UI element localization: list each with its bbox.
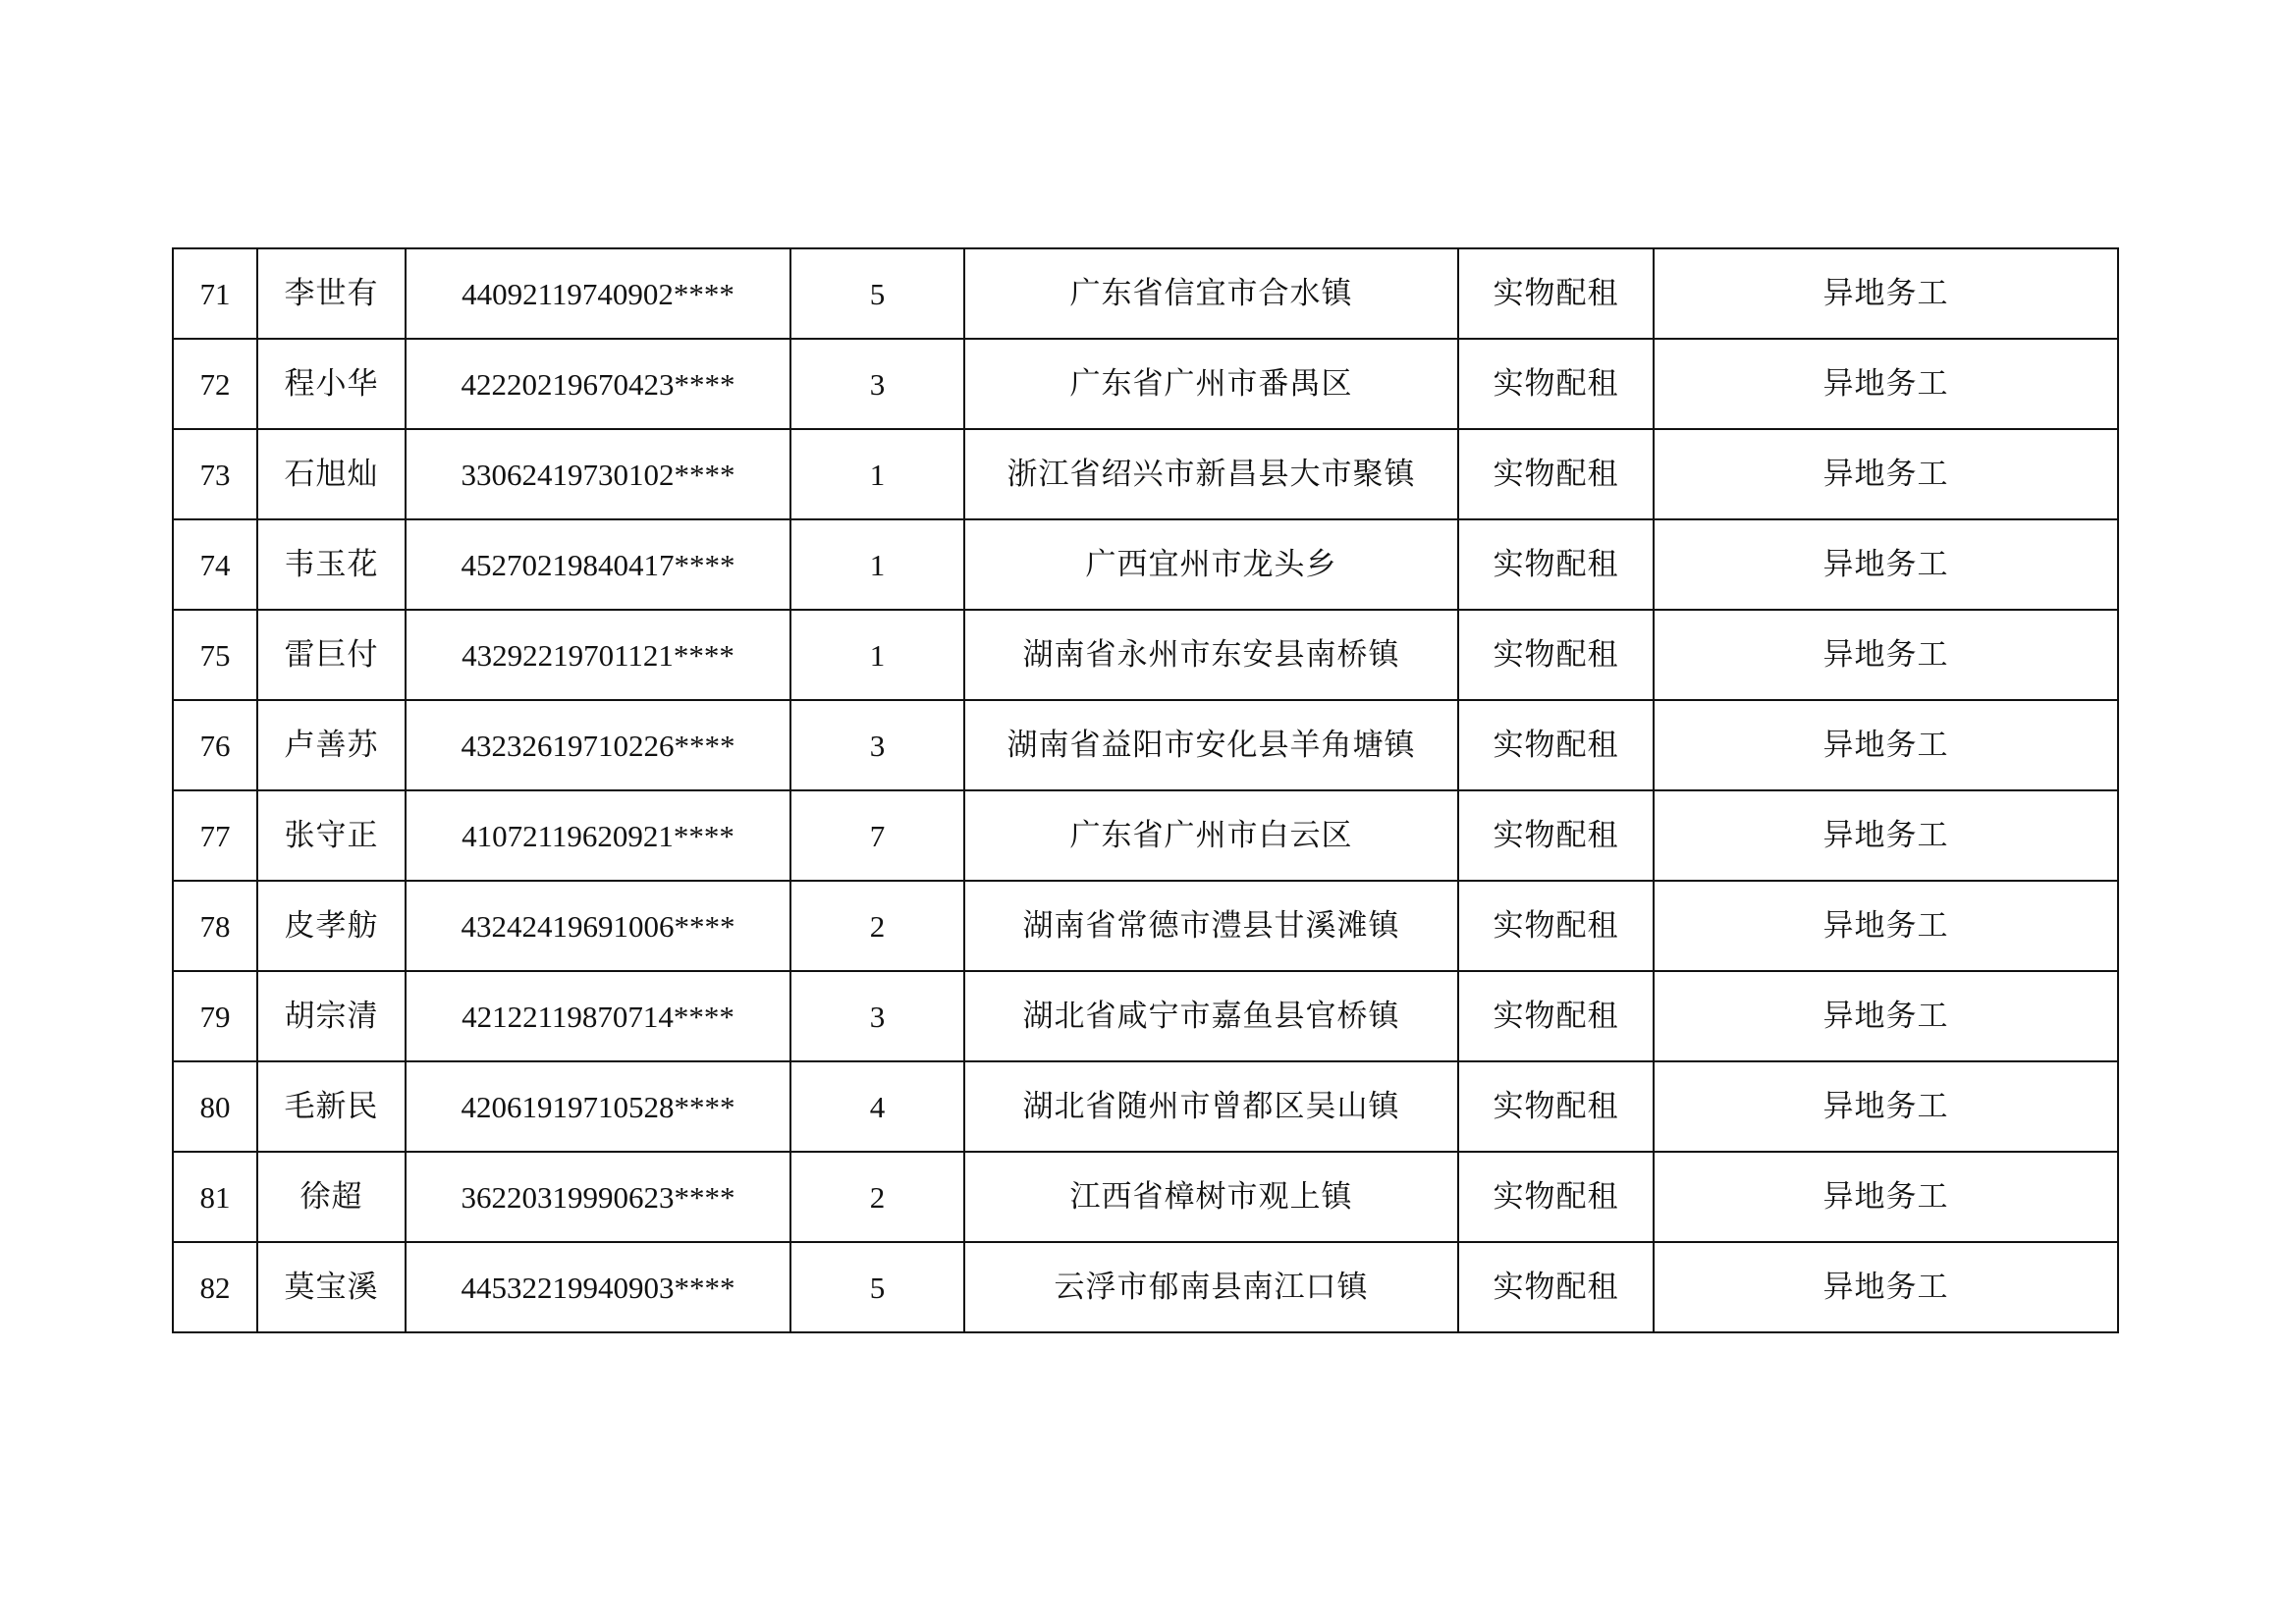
row-index: 77 — [173, 790, 257, 881]
table-row — [173, 1242, 2118, 1332]
allocation-method: 实物配租 — [1458, 881, 1654, 971]
registered-address: 湖南省永州市东安县南桥镇 — [964, 610, 1458, 700]
table-row — [173, 881, 2118, 971]
registered-address: 广东省广州市番禺区 — [964, 339, 1458, 429]
household-count: 3 — [790, 971, 964, 1061]
application-reason: 异地务工 — [1654, 971, 2118, 1061]
row-index: 80 — [173, 1061, 257, 1152]
row-index: 72 — [173, 339, 257, 429]
row-index: 82 — [173, 1242, 257, 1332]
household-count: 1 — [790, 519, 964, 610]
household-count: 2 — [790, 1152, 964, 1242]
id-number: 43292219701121**** — [406, 610, 790, 700]
applicant-name: 卢善苏 — [257, 700, 406, 790]
application-reason: 异地务工 — [1654, 610, 2118, 700]
allocation-method: 实物配租 — [1458, 429, 1654, 519]
id-number: 42061919710528**** — [406, 1061, 790, 1152]
allocation-method: 实物配租 — [1458, 1152, 1654, 1242]
id-number: 43242419691006**** — [406, 881, 790, 971]
applicant-name: 胡宗清 — [257, 971, 406, 1061]
row-index: 71 — [173, 248, 257, 339]
table-row — [173, 610, 2118, 700]
table-row — [173, 519, 2118, 610]
row-index: 78 — [173, 881, 257, 971]
registered-address: 浙江省绍兴市新昌县大市聚镇 — [964, 429, 1458, 519]
household-count: 5 — [790, 1242, 964, 1332]
id-number: 45270219840417**** — [406, 519, 790, 610]
allocation-method: 实物配租 — [1458, 610, 1654, 700]
allocation-method: 实物配租 — [1458, 971, 1654, 1061]
applicant-name: 韦玉花 — [257, 519, 406, 610]
application-reason: 异地务工 — [1654, 339, 2118, 429]
registered-address: 广东省信宜市合水镇 — [964, 248, 1458, 339]
registered-address: 湖北省咸宁市嘉鱼县官桥镇 — [964, 971, 1458, 1061]
household-count: 3 — [790, 700, 964, 790]
table-row — [173, 339, 2118, 429]
applicant-table — [172, 247, 2119, 1333]
row-index: 73 — [173, 429, 257, 519]
applicant-name: 毛新民 — [257, 1061, 406, 1152]
table-row — [173, 790, 2118, 881]
allocation-method: 实物配租 — [1458, 519, 1654, 610]
row-index: 74 — [173, 519, 257, 610]
household-count: 7 — [790, 790, 964, 881]
application-reason: 异地务工 — [1654, 429, 2118, 519]
table-row — [173, 971, 2118, 1061]
application-reason: 异地务工 — [1654, 1242, 2118, 1332]
application-reason: 异地务工 — [1654, 1061, 2118, 1152]
applicant-name: 皮孝舫 — [257, 881, 406, 971]
registered-address: 湖南省常德市澧县甘溪滩镇 — [964, 881, 1458, 971]
applicant-name: 雷巨付 — [257, 610, 406, 700]
allocation-method: 实物配租 — [1458, 1242, 1654, 1332]
registered-address: 湖北省随州市曾都区吴山镇 — [964, 1061, 1458, 1152]
row-index: 75 — [173, 610, 257, 700]
allocation-method: 实物配租 — [1458, 700, 1654, 790]
row-index: 81 — [173, 1152, 257, 1242]
applicant-name: 张守正 — [257, 790, 406, 881]
household-count: 1 — [790, 610, 964, 700]
id-number: 36220319990623**** — [406, 1152, 790, 1242]
household-count: 1 — [790, 429, 964, 519]
household-count: 2 — [790, 881, 964, 971]
id-number: 44532219940903**** — [406, 1242, 790, 1332]
household-count: 4 — [790, 1061, 964, 1152]
application-reason: 异地务工 — [1654, 1152, 2118, 1242]
id-number: 42122119870714**** — [406, 971, 790, 1061]
registered-address: 江西省樟树市观上镇 — [964, 1152, 1458, 1242]
applicant-name: 李世有 — [257, 248, 406, 339]
applicant-name: 莫宝溪 — [257, 1242, 406, 1332]
household-count: 5 — [790, 248, 964, 339]
id-number: 43232619710226**** — [406, 700, 790, 790]
household-count: 3 — [790, 339, 964, 429]
table-row — [173, 248, 2118, 339]
applicant-name: 徐超 — [257, 1152, 406, 1242]
registered-address: 广东省广州市白云区 — [964, 790, 1458, 881]
table-row — [173, 1061, 2118, 1152]
table-row — [173, 429, 2118, 519]
application-reason: 异地务工 — [1654, 519, 2118, 610]
allocation-method: 实物配租 — [1458, 339, 1654, 429]
allocation-method: 实物配租 — [1458, 248, 1654, 339]
registered-address: 广西宜州市龙头乡 — [964, 519, 1458, 610]
id-number: 33062419730102**** — [406, 429, 790, 519]
application-reason: 异地务工 — [1654, 700, 2118, 790]
applicant-name: 程小华 — [257, 339, 406, 429]
allocation-method: 实物配租 — [1458, 1061, 1654, 1152]
applicant-name: 石旭灿 — [257, 429, 406, 519]
id-number: 42220219670423**** — [406, 339, 790, 429]
table-body — [173, 248, 2118, 1332]
application-reason: 异地务工 — [1654, 790, 2118, 881]
table-row — [173, 1152, 2118, 1242]
id-number: 41072119620921**** — [406, 790, 790, 881]
allocation-method: 实物配租 — [1458, 790, 1654, 881]
registered-address: 云浮市郁南县南江口镇 — [964, 1242, 1458, 1332]
row-index: 79 — [173, 971, 257, 1061]
row-index: 76 — [173, 700, 257, 790]
id-number: 44092119740902**** — [406, 248, 790, 339]
table-row — [173, 700, 2118, 790]
registered-address: 湖南省益阳市安化县羊角塘镇 — [964, 700, 1458, 790]
application-reason: 异地务工 — [1654, 248, 2118, 339]
application-reason: 异地务工 — [1654, 881, 2118, 971]
